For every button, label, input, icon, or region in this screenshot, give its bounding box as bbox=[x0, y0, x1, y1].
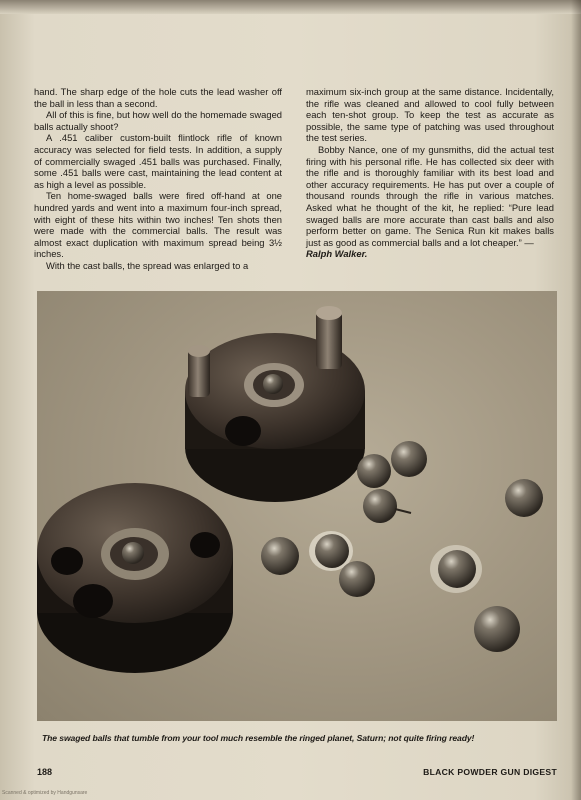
scan-edge-shadow bbox=[0, 0, 581, 14]
photo-illustration bbox=[37, 291, 557, 721]
paragraph: All of this is fine, but how well do the homemade swaged balls actually shoot? bbox=[34, 109, 282, 132]
paragraph: maximum six-inch group at the same distance. Incidentally, the rifle was cleaned and allowed to cool fully between each ten-shot group. To keep the test as accurate as possible, the same type of patching was used throughout the test series. bbox=[306, 86, 554, 144]
swage-tool-photo bbox=[37, 291, 557, 721]
page-number: 188 bbox=[37, 767, 53, 777]
photo-caption: The swaged balls that tumble from your tool much resemble the ringed planet, Saturn; not quite firing ready! bbox=[42, 733, 475, 743]
paragraph: With the cast balls, the spread was enlarged to a bbox=[46, 259, 249, 271]
paragraph: hand. The sharp edge of the hole cuts the lead washer off the ball in less than a second. bbox=[34, 86, 282, 109]
publication-footer: BLACK POWDER GUN DIGEST bbox=[423, 767, 557, 777]
page-binding-shadow bbox=[571, 0, 581, 800]
scan-watermark: Scanned & optimized by Handgunsare bbox=[2, 790, 88, 796]
lower-swage-die bbox=[37, 483, 233, 673]
paragraph: A .451 caliber custom-built flintlock rifle of known accuracy was selected for field tests. In addition, a supply of commercially swaged .451 balls was purchased. Finally, some .451 balls were cast, maintaining the lead content at as high a level as possible. bbox=[34, 132, 282, 190]
upper-swage-die bbox=[185, 306, 365, 502]
author-signature: Ralph Walker. bbox=[306, 248, 368, 260]
article-left-column bbox=[34, 86, 282, 272]
article-right-column bbox=[306, 86, 554, 260]
paragraph: Ten home-swaged balls were fired off-hand at one hundred yards and went into a maximum four-inch spread, with eight of these hits within two inches! Ten shots then were made with the commercial balls. The result was almost exact duplication with maximum spread being 3½ inches. bbox=[34, 190, 282, 260]
paragraph: Bobby Nance, one of my gunsmiths, did the actual test firing with his personal rifle. He has collected six deer with the rifle and is thoroughly familiar with its best load and other accuracy requirements. He has put over a couple of thousand rounds through the rifle in various matches. Asked what he thought of the kit, he replied: “Pure lead swaged balls are more accurate than cast balls and also perform better on game. The Senica Run kit makes balls just as good as commercial balls and a lot cheaper.” — bbox=[306, 143, 554, 248]
